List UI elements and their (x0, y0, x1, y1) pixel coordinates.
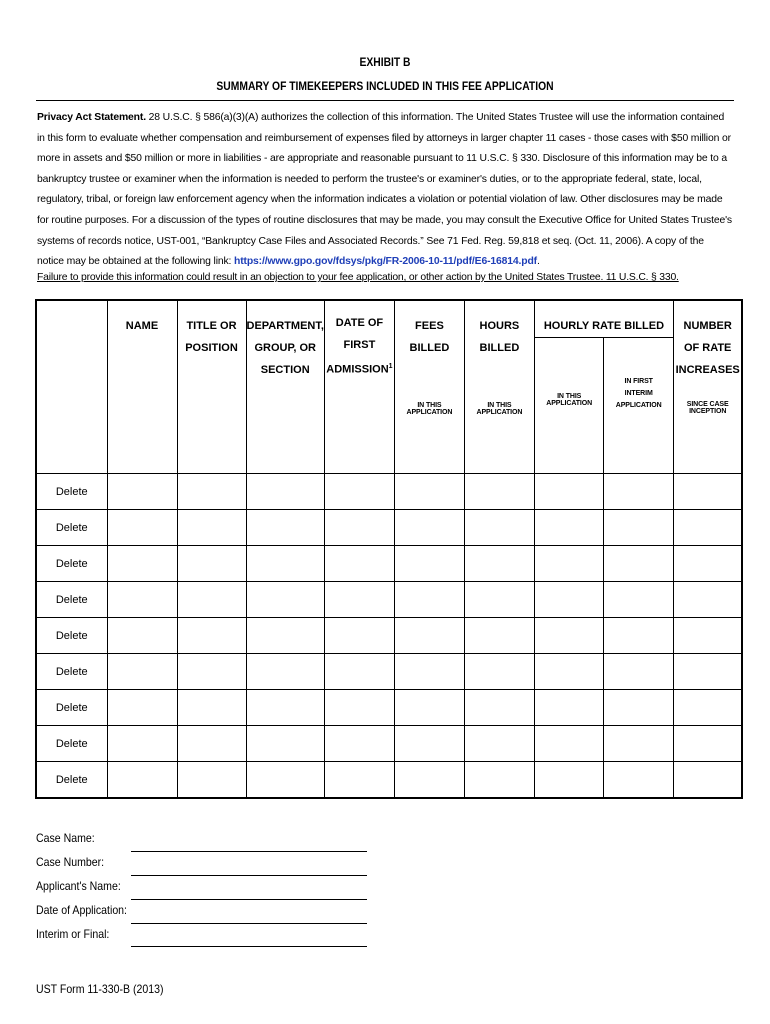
title-cell[interactable] (177, 474, 246, 510)
admission-date-cell[interactable] (324, 618, 394, 654)
rate-first-interim-cell[interactable] (603, 654, 673, 690)
rate-this-app-cell[interactable] (534, 474, 603, 510)
hours-cell[interactable] (464, 474, 534, 510)
name-cell[interactable] (107, 654, 177, 690)
application-date-field[interactable] (131, 923, 367, 924)
title-cell[interactable] (177, 690, 246, 726)
header-rate-this-application: IN THIS APPLICATION (546, 393, 593, 407)
rate-this-app-cell[interactable] (534, 654, 603, 690)
table-row (36, 474, 742, 510)
department-cell[interactable] (246, 582, 324, 618)
header-hourly-rate-billed: HOURLY RATE BILLED IN THIS APPLICATION IN FIRST INTERIM APPLICATION (534, 300, 673, 474)
table-row (36, 762, 742, 799)
rate-increases-cell[interactable] (673, 474, 742, 510)
admission-date-cell[interactable] (324, 654, 394, 690)
table-header-row (36, 300, 742, 474)
department-cell[interactable] (246, 690, 324, 726)
fees-cell[interactable] (394, 726, 464, 762)
interim-or-final-label: Interim or Final: (36, 927, 110, 941)
name-cell[interactable] (107, 762, 177, 799)
rate-increases-cell[interactable] (673, 546, 742, 582)
header-hours-billed: HOURS BILLED IN THIS APPLICATION (464, 300, 534, 474)
rate-increases-cell[interactable] (673, 582, 742, 618)
fees-cell[interactable] (394, 618, 464, 654)
privacy-period: . (536, 256, 540, 268)
name-cell[interactable] (107, 582, 177, 618)
rate-this-app-cell[interactable] (534, 618, 603, 654)
timekeepers-table (35, 299, 743, 799)
department-cell[interactable] (246, 762, 324, 799)
application-date-label: Date of Application: (36, 903, 127, 917)
fees-cell[interactable] (394, 582, 464, 618)
admission-date-cell[interactable] (324, 582, 394, 618)
department-cell[interactable] (246, 618, 324, 654)
failure-notice: Failure to provide this information could result in an objection to your fee application, or other action by the United States Trustee. 11 U.S.C. § 330. (37, 272, 679, 283)
rate-increases-cell[interactable] (673, 510, 742, 546)
hours-cell[interactable] (464, 690, 534, 726)
footnote-marker: 1 (388, 363, 393, 370)
fees-cell[interactable] (394, 510, 464, 546)
admission-date-cell[interactable] (324, 762, 394, 799)
table-row (36, 726, 742, 762)
hours-cell[interactable] (464, 762, 534, 799)
case-number-label: Case Number: (36, 855, 105, 869)
name-cell[interactable] (107, 690, 177, 726)
fees-cell[interactable] (394, 546, 464, 582)
rate-first-interim-cell[interactable] (603, 618, 673, 654)
title-cell[interactable] (177, 726, 246, 762)
fees-cell[interactable] (394, 474, 464, 510)
hours-cell[interactable] (464, 582, 534, 618)
applicant-name-field[interactable] (131, 899, 367, 900)
page-title: SUMMARY OF TIMEKEEPERS INCLUDED IN THIS FEE APPLICATION (216, 79, 554, 93)
delete-button[interactable]: Delete (36, 762, 107, 799)
delete-button[interactable]: Delete (36, 546, 107, 582)
header-fees-billed: FEES BILLED IN THIS APPLICATION (394, 300, 464, 474)
case-name-field[interactable] (131, 851, 367, 852)
hours-cell[interactable] (464, 654, 534, 690)
rate-first-interim-cell[interactable] (603, 690, 673, 726)
rate-increases-cell[interactable] (673, 762, 742, 799)
delete-button[interactable]: Delete (36, 654, 107, 690)
rate-first-interim-cell[interactable] (603, 582, 673, 618)
privacy-heading: Privacy Act Statement. (37, 112, 146, 123)
hours-cell[interactable] (464, 546, 534, 582)
rate-increases-cell[interactable] (673, 690, 742, 726)
header-name: NAME (107, 300, 177, 474)
admission-date-cell[interactable] (324, 510, 394, 546)
name-cell[interactable] (107, 618, 177, 654)
title-cell[interactable] (177, 762, 246, 799)
rate-first-interim-cell[interactable] (603, 510, 673, 546)
rate-this-app-cell[interactable] (534, 762, 603, 799)
exhibit-label: EXHIBIT B (359, 55, 411, 69)
table-row (36, 654, 742, 690)
name-cell[interactable] (107, 546, 177, 582)
department-cell[interactable] (246, 654, 324, 690)
header-rate-first-interim: IN FIRST INTERIM APPLICATION (603, 338, 673, 474)
case-name-label: Case Name: (36, 831, 95, 845)
title-cell[interactable] (177, 546, 246, 582)
table-row (36, 690, 742, 726)
delete-button[interactable]: Delete (36, 726, 107, 762)
rate-this-app-cell[interactable] (534, 510, 603, 546)
rate-this-app-cell[interactable] (534, 582, 603, 618)
title-cell[interactable] (177, 510, 246, 546)
header-delete-column (36, 300, 107, 474)
title-cell[interactable] (177, 618, 246, 654)
privacy-body: 28 U.S.C. § 586(a)(3)(A) authorizes the collection of this information. The United States Trustee will use the information contained in this form to evaluate whether compensation and reimbursement of expenses filed by attorneys in larger chapter 11 cases - those cases with $50 million or more in assets and $50 million or more in liabilities - are appropriate and reasonable pursuant to 11 U.S.C. § 330. Disclosure of this information may be to a bankruptcy trustee or examiner when the information is needed to perform the trustee's or examiner's duties, or to the appropriate federal, state, local, regulatory, tribal, or foreign law enforcement agency when the information indicates a violation or potential violation of law. Other disclosures may be made for routine purposes. For a discussion of the types of routine disclosures that may be made, you may consult the Executive Office for United States Trustee's systems of records notice, UST-001, “Bankruptcy Case Files and Associated Records.” See 71 Fed. Reg. 59,818 et seq. (Oct. 11, 2006). A copy of the notice may be obtained at the following link: (37, 112, 732, 268)
rate-increases-cell[interactable] (673, 618, 742, 654)
name-cell[interactable] (107, 474, 177, 510)
title-divider (36, 100, 734, 101)
admission-date-cell[interactable] (324, 474, 394, 510)
rate-increases-cell[interactable] (673, 726, 742, 762)
department-cell[interactable] (246, 546, 324, 582)
table-row (36, 546, 742, 582)
interim-or-final-field[interactable] (131, 946, 367, 947)
hours-cell[interactable] (464, 726, 534, 762)
applicant-name-label: Applicant's Name: (36, 879, 121, 893)
privacy-act-statement (37, 108, 732, 273)
table-row (36, 618, 742, 654)
header-department: DEPARTMENT, GROUP, OR SECTION (246, 300, 324, 474)
department-cell[interactable] (246, 474, 324, 510)
rate-this-app-cell[interactable] (534, 546, 603, 582)
fees-cell[interactable] (394, 690, 464, 726)
delete-button[interactable]: Delete (36, 690, 107, 726)
delete-button[interactable]: Delete (36, 510, 107, 546)
header-title: TITLE OR POSITION (177, 300, 246, 474)
hours-cell[interactable] (464, 510, 534, 546)
hours-cell[interactable] (464, 618, 534, 654)
department-cell[interactable] (246, 726, 324, 762)
department-cell[interactable] (246, 510, 324, 546)
rate-first-interim-cell[interactable] (603, 726, 673, 762)
name-cell[interactable] (107, 726, 177, 762)
title-cell[interactable] (177, 582, 246, 618)
rate-increases-cell[interactable] (673, 654, 742, 690)
table-row (36, 510, 742, 546)
admission-date-cell[interactable] (324, 690, 394, 726)
notice-link[interactable]: https://www.gpo.gov/fdsys/pkg/FR-2006-10-11/pdf/E6-16814.pdf (234, 256, 537, 268)
header-date-of-first-admission: DATE OF FIRST ADMISSION$^1$ (324, 300, 394, 474)
case-number-field[interactable] (131, 875, 367, 876)
admission-date-cell[interactable] (324, 546, 394, 582)
form-footer: UST Form 11-330-B (2013) (36, 982, 164, 996)
table-row (36, 582, 742, 618)
title-cell[interactable] (177, 654, 246, 690)
delete-button[interactable]: Delete (36, 474, 107, 510)
fees-cell[interactable] (394, 762, 464, 799)
name-cell[interactable] (107, 510, 177, 546)
rate-first-interim-cell[interactable] (603, 474, 673, 510)
rate-this-app-cell[interactable] (534, 726, 603, 762)
admission-date-cell[interactable] (324, 726, 394, 762)
header-number-of-rate-increases: NUMBER OF RATE INCREASES SINCE CASE INCEPTION (673, 300, 742, 474)
delete-button[interactable]: Delete (36, 618, 107, 654)
rate-first-interim-cell[interactable] (603, 546, 673, 582)
delete-button[interactable]: Delete (36, 582, 107, 618)
rate-first-interim-cell[interactable] (603, 762, 673, 799)
fees-cell[interactable] (394, 654, 464, 690)
rate-this-app-cell[interactable] (534, 690, 603, 726)
